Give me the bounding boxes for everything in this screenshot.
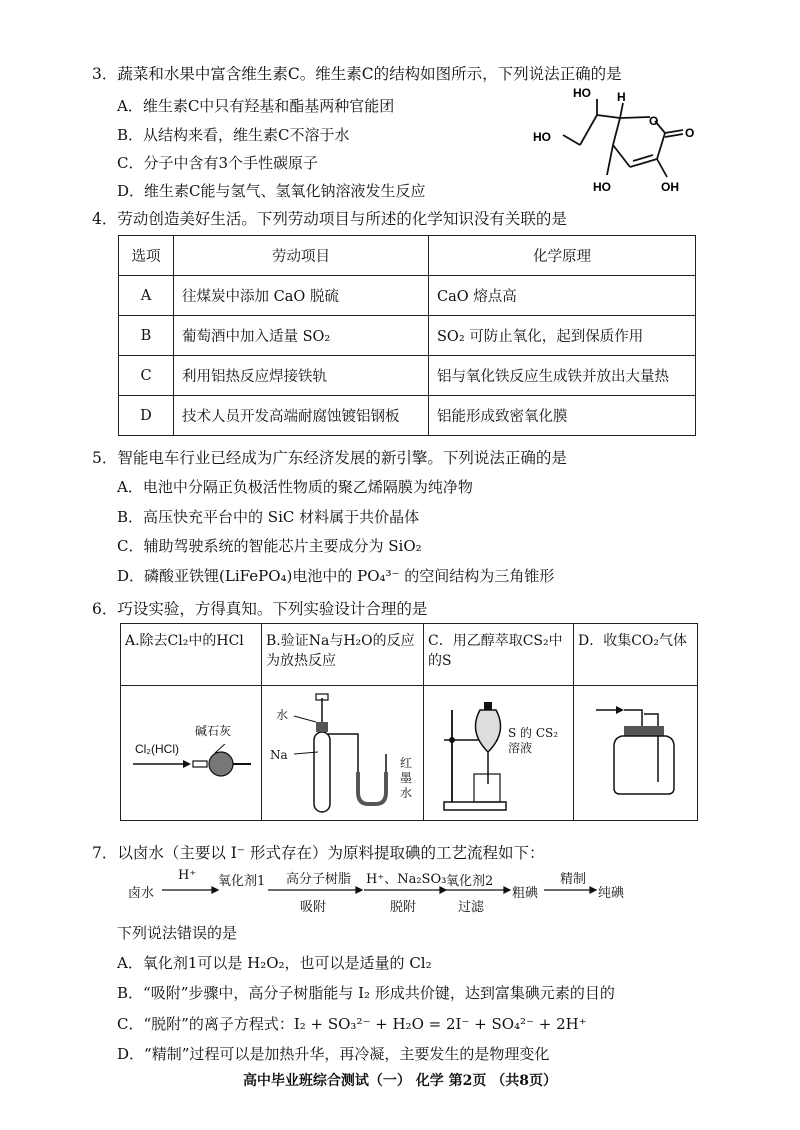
q4-table	[118, 235, 696, 436]
row-b-labor: 葡萄酒中加入适量 SO₂	[174, 316, 429, 356]
label-b-ink-1: 红	[400, 756, 413, 770]
label-ho-bottom: HO	[593, 180, 611, 194]
row-a-labor: 往煤炭中添加 CaO 脱硫	[174, 276, 429, 316]
flow-step3-bottom: 脱附	[390, 900, 417, 915]
flow-step4-bottom: 过滤	[458, 900, 485, 915]
flow-arrows	[128, 866, 708, 916]
flow-node4: 纯碘	[598, 886, 625, 901]
table-row	[119, 316, 696, 356]
separatory-funnel-diagram	[438, 692, 518, 818]
label-c-solution-1: S 的 CS₂	[508, 726, 559, 740]
label-b-na: Na	[270, 748, 288, 762]
drying-tube-diagram	[131, 744, 256, 784]
row-b-principle: SO₂ 可防止氧化，起到保质作用	[429, 316, 696, 356]
header-labor: 劳动项目	[174, 236, 429, 276]
q4-stem: 4．劳动创造美好生活。下列劳动项目与所述的化学知识没有关联的是	[92, 210, 567, 228]
flow-step3-top: H⁺、Na₂SO₃	[366, 872, 447, 887]
label-ho-top: HO	[573, 86, 591, 100]
label-a-gas: Cl₂(HCl)	[135, 742, 179, 756]
q6-figure-b	[262, 686, 424, 821]
q6-header-b: B.验证Na与H₂O的反应为放热反应	[262, 624, 424, 686]
label-a-reagent: 碱石灰	[195, 724, 232, 738]
q6-figure-a	[121, 686, 262, 821]
q3-option-c: C．分子中含有3个手性碳原子	[117, 154, 319, 172]
row-c-option: C	[119, 356, 174, 396]
row-d-principle: 铝能形成致密氧化膜	[429, 396, 696, 436]
q5-option-c: C．辅助驾驶系统的智能芯片主要成分为 SiO₂	[117, 537, 422, 555]
q6-header-row	[121, 624, 698, 686]
flow-start: 卤水	[128, 886, 155, 901]
label-oh-bottom: OH	[661, 180, 679, 194]
label-o-keto: O	[685, 126, 695, 140]
q7-process-flow	[128, 866, 708, 916]
flow-node1: 氧化剂1	[218, 874, 266, 889]
q6-figure-row	[121, 686, 698, 821]
header-principle: 化学原理	[429, 236, 696, 276]
q5-stem: 5．智能电车行业已经成为广东经济发展的新引擎。下列说法正确的是	[92, 449, 567, 467]
row-a-option: A	[119, 276, 174, 316]
q5-option-a: A．电池中分隔正负极活性物质的聚乙烯隔膜为纯净物	[117, 478, 473, 496]
row-d-option: D	[119, 396, 174, 436]
label-b-ink-2: 墨	[400, 771, 413, 785]
q7-option-d: D．“精制”过程可以是加热升华，再冷凝，主要发生的是物理变化	[117, 1045, 550, 1063]
q7-sub-stem: 下列说法错误的是	[117, 924, 238, 942]
flow-step5-top: 精制	[560, 872, 587, 887]
flow-node3: 粗碘	[512, 886, 539, 901]
test-tube-u-tube-diagram	[292, 692, 402, 820]
label-c-solution-2: 溶液	[508, 741, 533, 755]
flow-step1-top: H⁺	[178, 868, 197, 883]
flow-step2-bottom: 吸附	[300, 900, 327, 915]
row-c-labor: 利用铝热反应焊接铁轨	[174, 356, 429, 396]
flow-node2: 氧化剂2	[446, 874, 494, 889]
table-row	[119, 276, 696, 316]
flow-step2-top: 高分子树脂	[286, 872, 352, 887]
row-b-option: B	[119, 316, 174, 356]
label-ho-left: HO	[533, 130, 551, 144]
q3-stem: 3．蔬菜和水果中富含维生素C。维生素C的结构如图所示，下列说法正确的是	[92, 65, 622, 83]
table-row	[119, 356, 696, 396]
table-header-row	[119, 236, 696, 276]
row-c-principle: 铝与氧化铁反应生成铁并放出大量热	[429, 356, 696, 396]
q6-header-d: D．收集CO₂气体	[574, 624, 698, 686]
row-d-labor: 技术人员开发高端耐腐蚀镀铝钢板	[174, 396, 429, 436]
q7-option-c: C．“脱附”的离子方程式：I₂ + SO₃²⁻ + H₂O = 2I⁻ + SO₄²⁻ + 2H⁺	[117, 1015, 587, 1033]
q3-option-d: D．维生素C能与氢气、氢氧化钠溶液发生反应	[117, 182, 426, 200]
q5-option-b: B．高压快充平台中的 SiC 材料属于共价晶体	[117, 508, 420, 526]
q7-option-b: B．“吸附”步骤中，高分子树脂能与 I₂ 形成共价键，达到富集碘元素的目的	[117, 984, 615, 1002]
q3-option-b: B．从结构来看，维生素C不溶于水	[117, 126, 350, 144]
label-o-ring: O	[649, 114, 659, 128]
header-option: 选项	[119, 236, 174, 276]
q6-figure-d	[574, 686, 698, 821]
q6-header-a: A.除去Cl₂中的HCl	[121, 624, 262, 686]
q6-stem: 6．巧设实验，方得真知。下列实验设计合理的是	[92, 600, 428, 618]
q7-option-a: A．氧化剂1可以是 H₂O₂，也可以是适量的 Cl₂	[117, 954, 432, 972]
q6-figure-c	[424, 686, 574, 821]
q6-table	[120, 623, 698, 821]
vitamin-c-structure	[525, 85, 715, 203]
label-b-ink-3: 水	[400, 786, 413, 800]
row-a-principle: CaO 熔点高	[429, 276, 696, 316]
q5-option-d: D．磷酸亚铁锂(LiFePO₄)电池中的 PO₄³⁻ 的空间结构为三角锥形	[117, 567, 555, 585]
q7-stem: 7．以卤水（主要以 I⁻ 形式存在）为原料提取碘的工艺流程如下：	[92, 844, 545, 862]
table-row	[119, 396, 696, 436]
q6-header-c: C．用乙醇萃取CS₂中的S	[424, 624, 574, 686]
gas-collection-bottle-diagram	[594, 702, 694, 802]
page-footer: 高中毕业班综合测试（一） 化学 第2页 （共8页）	[242, 1073, 558, 1089]
label-h-top: H	[617, 90, 626, 104]
q3-option-a: A．维生素C中只有羟基和酯基两种官能团	[117, 97, 395, 115]
label-b-water: 水	[276, 708, 289, 722]
